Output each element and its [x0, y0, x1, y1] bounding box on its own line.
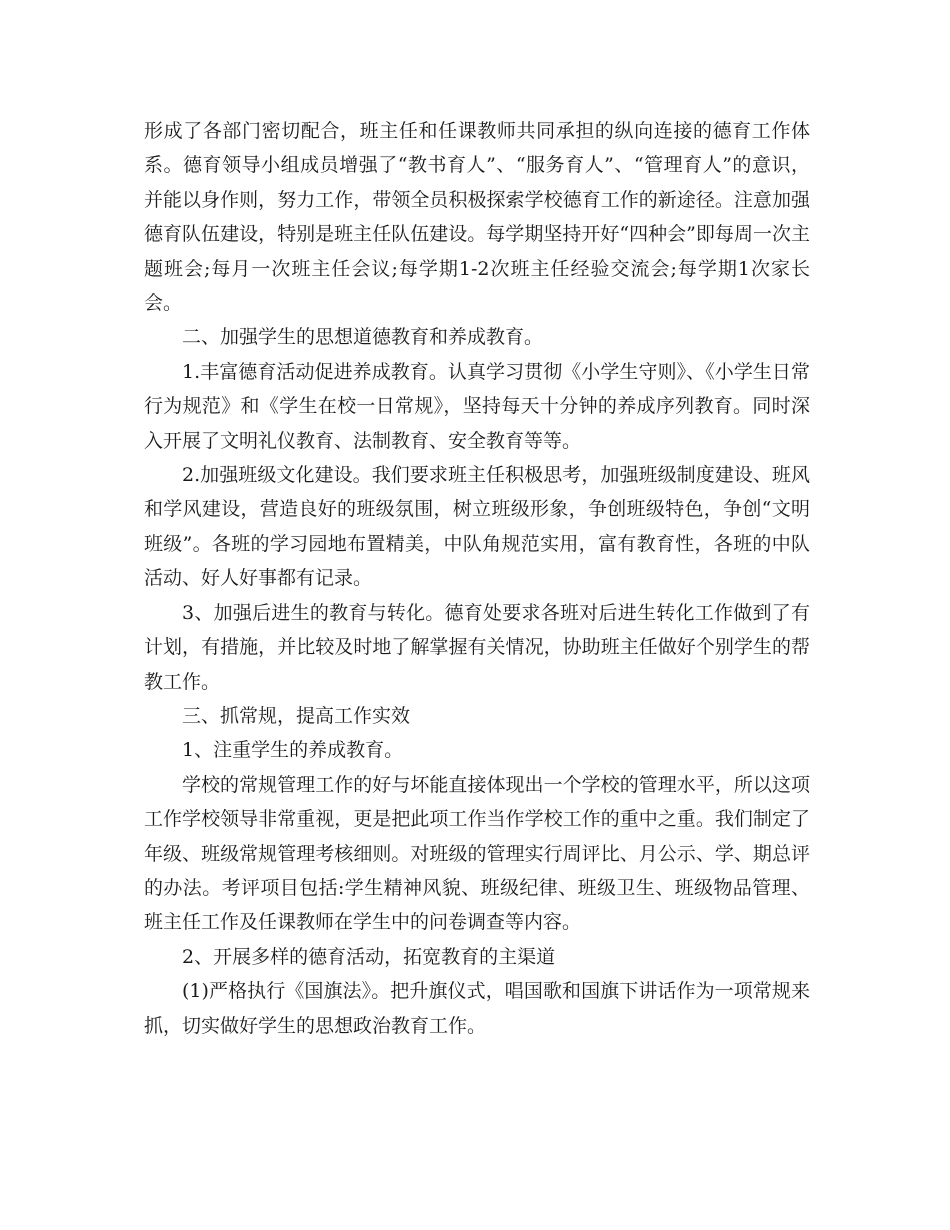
section-heading-3: 三、抓常规，提高工作实效: [182, 704, 411, 727]
subheading-3-2: 2、开展多样的德育活动，拓宽教育的主渠道: [182, 945, 556, 968]
paragraph-1: 形成了各部门密切配合，班主任和任课教师共同承担的纵向连接的德育工作体系。德育领导小组成员增强了“教书育人”、“服务育人”、“管理育人”的意识，并能以身作则，努力工作，带领全员积极探索学校德育工作的新途径。注意加强德育队伍建设，特别是班主任队伍建设。每学期坚持开好“四种会”即每周一次主题班会;每月一次班主任会议;每学期1-2次班主任经验交流会;每学期1次家长会。: [144, 120, 810, 315]
subheading-3-1: 1、注重学生的养成教育。: [182, 739, 404, 762]
paragraph-3-2-1: (1)严格执行《国旗法》。把升旗仪式，唱国歌和国旗下讲话作为一项常规来抓，切实做好学生的思想政治教育工作。: [144, 980, 810, 1037]
document-body: [144, 114, 810, 1043]
paragraph-3-1: 学校的常规管理工作的好与坏能直接体现出一个学校的管理水平，所以这项工作学校领导非常重视，更是把此项工作当作学校工作的重中之重。我们制定了年级、班级常规管理考核细则。对班级的管理实行周评比、月公示、学、期总评的办法。考评项目包括:学生精神风貌、班级纪律、班级卫生、班级物品管理、班主任工作及任课教师在学生中的问卷调查等内容。: [144, 773, 810, 934]
paragraph-2-1: 1.丰富德育活动促进养成教育。认真学习贯彻《小学生守则》、《小学生日常行为规范》和《学生在校一日常规》，坚持每天十分钟的养成序列教育。同时深入开展了文明礼仪教育、法制教育、安全教育等等。: [144, 360, 810, 452]
paragraph-2-3: 3、加强后进生的教育与转化。德育处要求各班对后进生转化工作做到了有计划，有措施，并比较及时地了解掌握有关情况，协助班主任做好个别学生的帮教工作。: [144, 601, 810, 693]
section-heading-2: 二、加强学生的思想道德教育和养成教育。: [182, 326, 544, 349]
paragraph-2-2: 2.加强班级文化建设。我们要求班主任积极思考，加强班级制度建设、班风和学风建设，营造良好的班级氛围，树立班级形象，争创班级特色，争创“文明班级”。各班的学习园地布置精美，中队角规范实用，富有教育性，各班的中队活动、好人好事都有记录。: [144, 464, 810, 590]
